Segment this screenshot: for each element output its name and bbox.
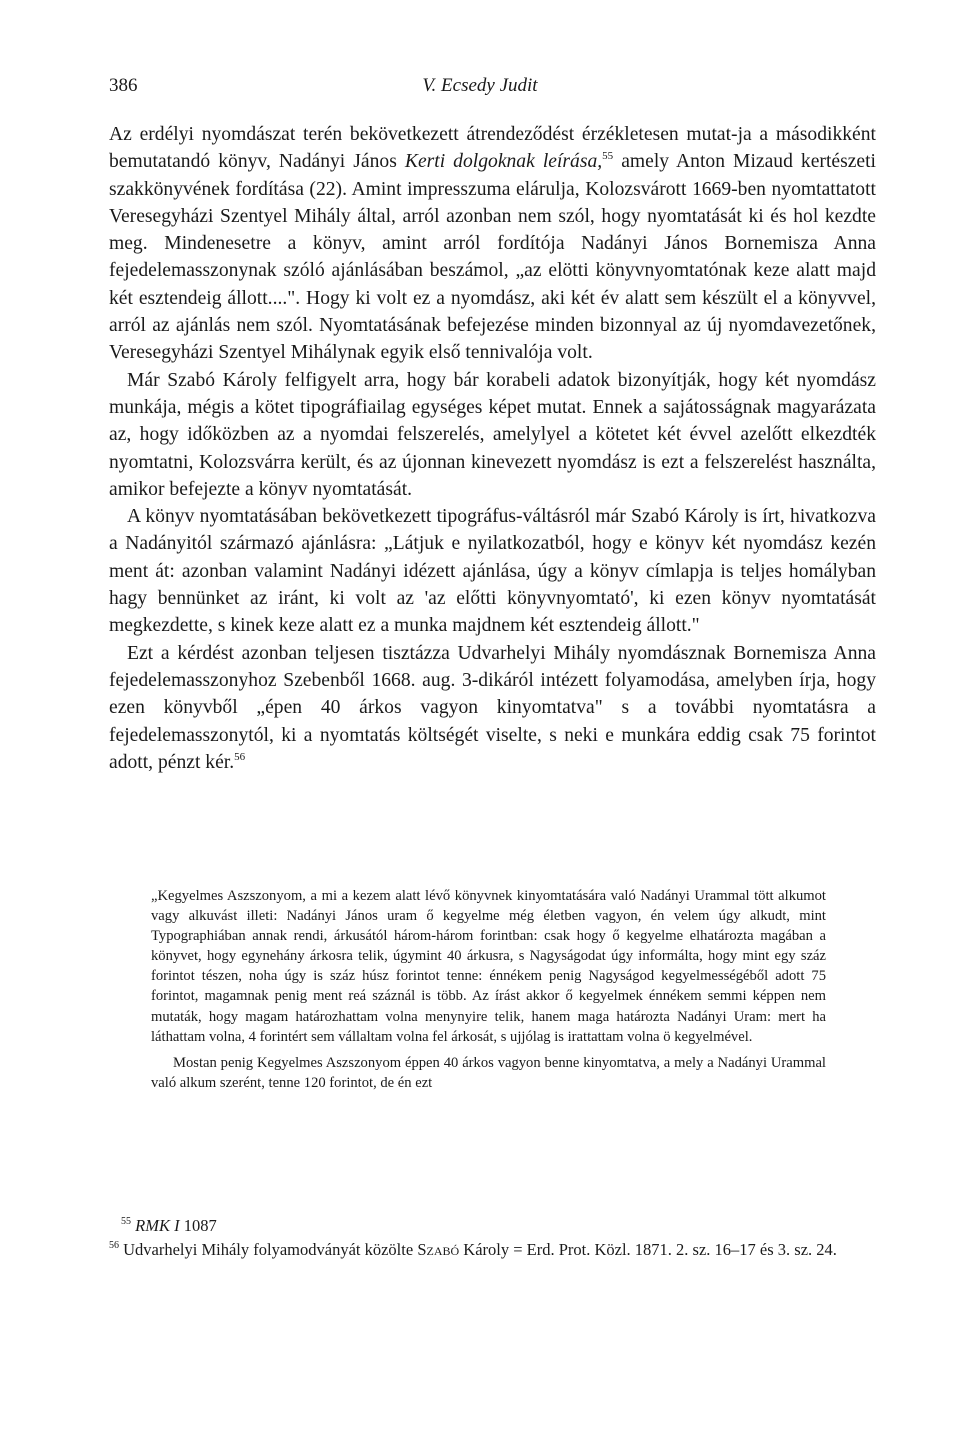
quote-paragraph-1: „Kegyelmes Aszszonyom, a mi a kezem alatt lévő könyvnek kinyomtatására való Nadányi Urammal tött alkumot vagy alkuvást illeti: Nadányi János uram ő kegyelme még életben vagyon, én velem úgy alkudt, mint Typographiában annak rendi, árkusától három-három forintban: csak hogy ő kegyelme elhatározta magában a könyvet, hogy egynehány árkosra telik, úgymint 40 árkusra, s Nagyságodat úgy informálta, hogy mint egy száz forintot tészen, noha úgy is száz húsz forintot tenne: énnékem penig Nagyságod kegyelmességéből adott 75 forintot, magamnak penig ment reá száznál is több. Az írást akkor ő kegyelmek énnékem semmi képpen nem mutaták, hogy magam határozhattam volna menynyire telik, hanem maga határozta Nadányi Uram: mert ha láthattam volna, 4 forintért sem vállaltam volna fel árkosát, s ujjólag is irattattam volna ö kegyelmével. <box>151 888 826 1045</box>
block-quote <box>151 886 826 1093</box>
paragraph-2: Már Szabó Károly felfigyelt arra, hogy bár korabeli adatok bizonyítják, hogy két nyomdász munkája, mégis a kötet tipográfiailag egységes képet mutat. Ennek a sajátosságnak magyarázata az, hogy időközben az a nyomdai felszerelés, amelylyel a kötetet két évvel azelőtt elkezdték nyomtatni, Kolozsvárra került, és az újonnan kinevezett nyomdász is ezt a felszerelést használta, amikor befejezte a könyv nyomtatását. <box>109 369 876 500</box>
book-title: Kerti dolgoknak leírása, <box>404 151 603 173</box>
footnote-ref-55: 55 <box>602 150 614 163</box>
footnote-55-source: RMK I <box>135 1216 180 1235</box>
footnote-56 <box>109 1238 889 1262</box>
page-number: 386 <box>109 75 138 96</box>
footnote-55-number: 55 <box>121 1216 131 1227</box>
footnote-ref-56: 56 <box>234 750 246 763</box>
footnote-56-end: Károly = Erd. Prot. Közl. 1871. 2. sz. 16–17 és 3. sz. 24. <box>459 1239 837 1259</box>
running-head: V. Ecsedy Judit <box>422 75 538 96</box>
footnote-55 <box>109 1214 889 1238</box>
footnote-56-start: Udvarhelyi Mihály folyamodványát közölte <box>119 1239 418 1259</box>
p4-text: Ezt a kérdést azonban teljesen tisztázza Udvarhelyi Mihály nyomdásznak Bornemisza Anna fejedelemasszonyhoz Szebenből 1668. aug. 3-dikáról intézett folyamodása, amelyben írja, hogy ezen könyvből „épen 40 árkos vagyon kinyomtatva" s a további nyomtatásra a fejedelemasszonytól, ki a nyomtatás költségét viselte, s neki e munkára eddig csak 75 forintot adott, pénzt kér. <box>109 642 876 773</box>
footnote-55-rest: 1087 <box>179 1216 217 1235</box>
quote-paragraph-2: Mostan penig Kegyelmes Aszszonyom éppen 40 árkos vagyon benne kinyomtatva, a mely a Nadányi Urammal való alkum szerént, tenne 120 forintot, de én ezt <box>151 1054 826 1091</box>
main-text <box>109 121 876 776</box>
footnote-56-number: 56 <box>109 1239 119 1251</box>
p1-start: Az erdélyi nyomdászat terén bekövetkezett átrendeződést érzékletesen mutat-ja a másodikként bemutatandó könyv, Nadányi János <box>109 124 876 173</box>
footnote-56-author: Szabó <box>417 1239 460 1259</box>
footnotes <box>109 1214 889 1261</box>
p1-end: amely Anton Mizaud kertészeti szakkönyvének fordítása (22). Amint impresszuma elárulja, Kolozsvárott 1669-ben nyomtattatott Veresegyházi Szentyel Mihály által, arról azonban nem szól, hogy nyomtatását ki és hol kezdte meg. Mindenesetre a könyv, amint arról fordítója Nadányi János Bornemisza Anna fejedelemasszonynak szóló ajánlásában beszámol, „az elötti könyvnyomtatónak keze alatt majd két esztendeig állott....". Hogy ki volt ez a nyomdász, aki két év alatt sem készült el a könyvvel, arról az ajánlás nem szól. Nyomtatásának befejezése minden bizonnyal az új nyomdavezetőnek, Veresegyházi Szentyel Mihálynak egyik első tennivalója volt. <box>109 151 876 364</box>
paragraph-4 <box>109 640 876 776</box>
paragraph-3: A könyv nyomtatásában bekövetkezett tipográfus-váltásról már Szabó Károly is írt, hivatkozva a Nadányitól származó ajánlásra: „Látjuk e nyilatkozatból, hogy e könyv két nyomdász kezén ment át: azonban valamint Nadányi idézett ajánlása, úgy a könyv címlapja is teljes homályban hagy bennünket az iránt, ki volt az 'az előtti könyvnyomtató', ki ezen könyv nyomtatását megkezdette, s kinek keze alatt ez a munka majdnem két esztendeig állott." <box>109 506 876 637</box>
paragraph-1 <box>109 121 876 367</box>
